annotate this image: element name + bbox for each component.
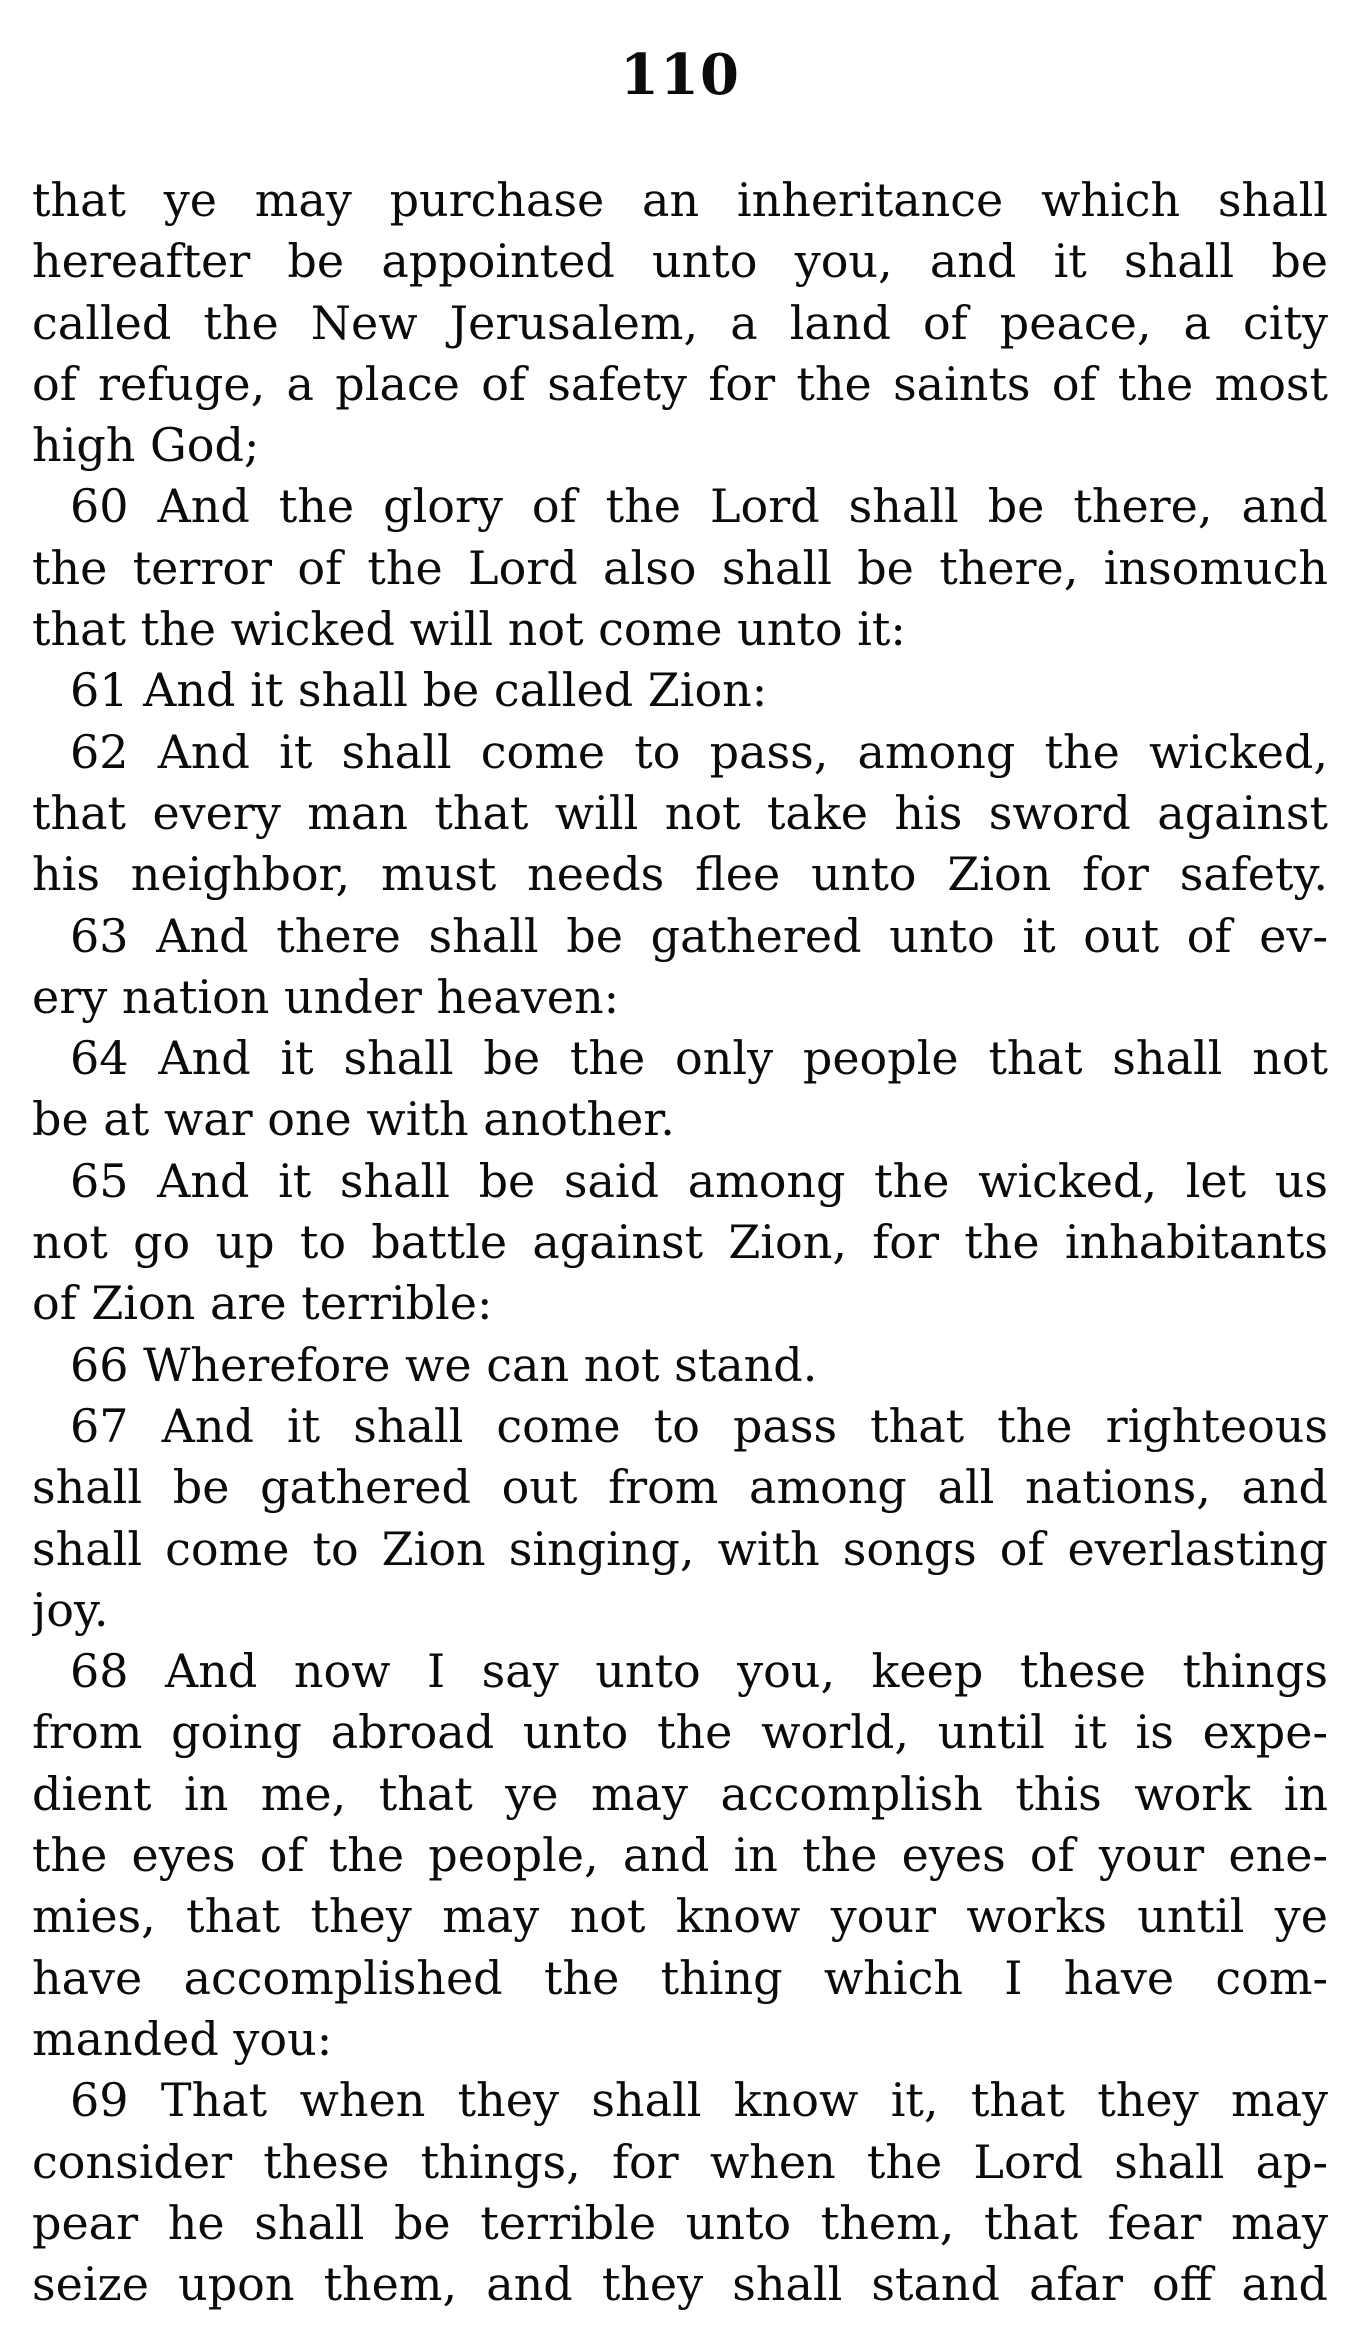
verse-line: 65 And it shall be said among the wicked, let us [70, 1153, 1328, 1208]
text-line: from going abroad unto the world, until it is expe- [32, 1705, 1328, 1760]
verse-line: 61 And it shall be called Zion: [70, 663, 768, 718]
text-line: the terror of the Lord also shall be there, insomuch [32, 540, 1328, 595]
text-line: manded you: [32, 2011, 333, 2066]
text-line: high God; [32, 418, 260, 473]
text-line: joy. [32, 1582, 109, 1637]
verse-line: 68 And now I say unto you, keep these things [70, 1644, 1328, 1699]
text-line: consider these things, for when the Lord shall ap- [32, 2134, 1328, 2189]
text-line: shall be gathered out from among all nations, and [32, 1460, 1328, 1515]
page-number: 110 [620, 42, 740, 108]
verse-line: 67 And it shall come to pass that the righteous [70, 1398, 1328, 1453]
text-line: that the wicked will not come unto it: [32, 602, 906, 657]
verse-line: 69 That when they shall know it, that they may [70, 2073, 1328, 2128]
text-line: ery nation under heaven: [32, 969, 620, 1024]
text-line: the eyes of the people, and in the eyes of your ene- [32, 1828, 1328, 1883]
text-line: hereafter be appointed unto you, and it shall be [32, 234, 1328, 289]
verse-line: 60 And the glory of the Lord shall be there, and [70, 479, 1328, 534]
page-body-text [32, 170, 1328, 2315]
text-line: be at war one with another. [32, 1092, 675, 1147]
verse-line: 64 And it shall be the only people that shall not [70, 1031, 1328, 1086]
text-line: his neighbor, must needs flee unto Zion for safety. [32, 847, 1328, 902]
verse-line: 66 Wherefore we can not stand. [70, 1337, 818, 1392]
text-line: of Zion are terrible: [32, 1276, 493, 1331]
text-line: seize upon them, and they shall stand afar off and [32, 2257, 1328, 2312]
text-line: not go up to battle against Zion, for the inhabitants [32, 1215, 1328, 1270]
text-line: pear he shall be terrible unto them, that fear may [32, 2195, 1328, 2250]
verse-line: 62 And it shall come to pass, among the wicked, [70, 724, 1328, 779]
text-line: that every man that will not take his sword against [32, 785, 1328, 840]
text-line: that ye may purchase an inheritance which shall [32, 173, 1328, 227]
text-line: called the New Jerusalem, a land of peace, a city [32, 295, 1328, 350]
text-line: dient in me, that ye may accomplish this work in [32, 1766, 1328, 1821]
text-line: have accomplished the thing which I have com- [32, 1950, 1328, 2005]
text-line: shall come to Zion singing, with songs of everlasting [32, 1521, 1328, 1576]
text-line: mies, that they may not know your works until ye [32, 1889, 1328, 1944]
verse-line: 63 And there shall be gathered unto it out of ev- [70, 908, 1328, 963]
text-line: of refuge, a place of safety for the saints of the most [32, 356, 1328, 411]
